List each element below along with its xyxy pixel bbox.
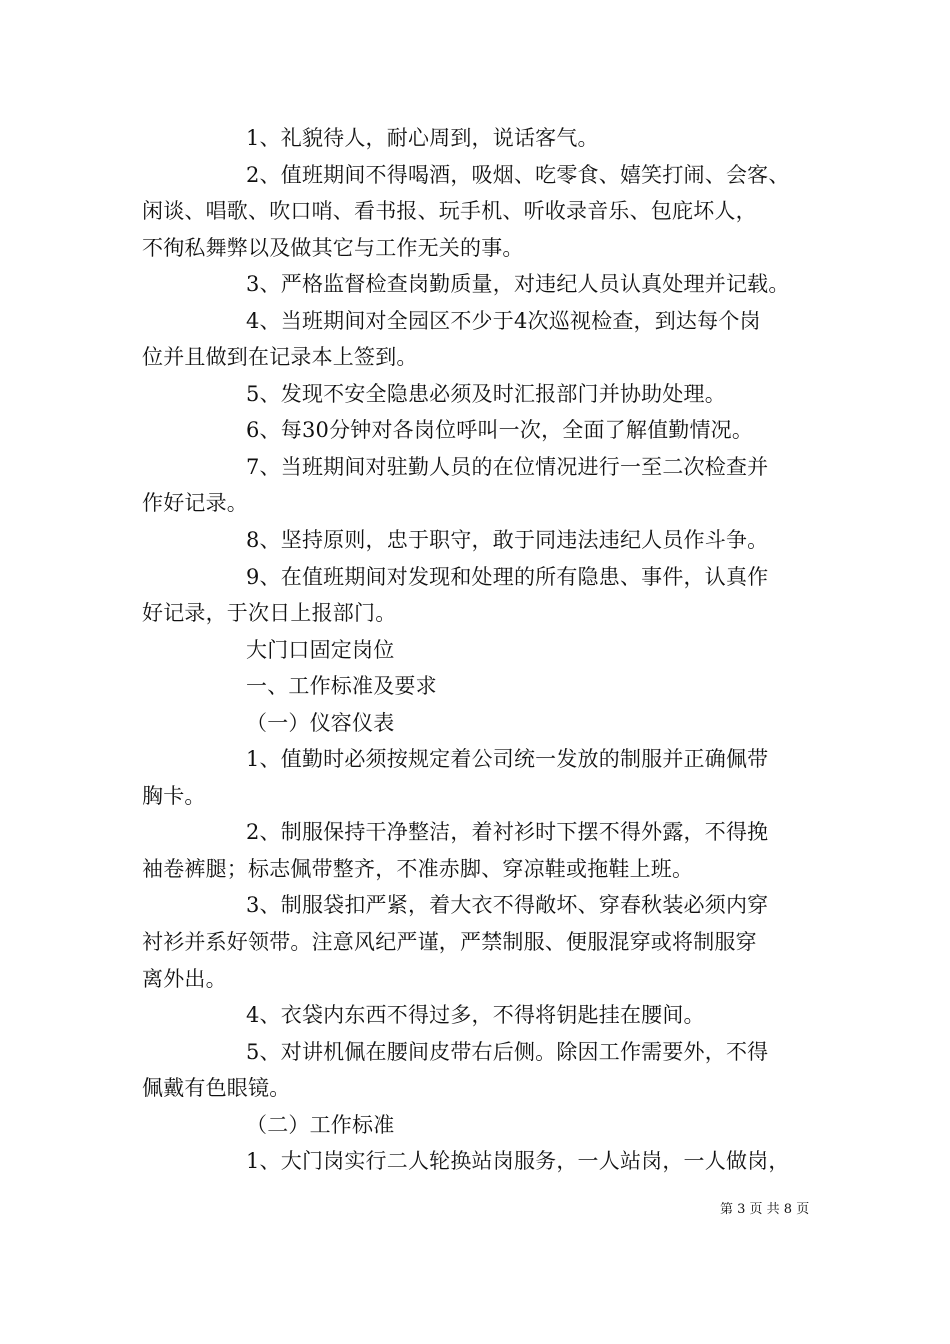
paragraph-line: 位并且做到在记录本上签到。 xyxy=(142,345,418,370)
paragraph-line: 作好记录。 xyxy=(142,491,248,516)
paragraph-line: 1、值勤时必须按规定着公司统一发放的制服并正确佩带 xyxy=(246,747,769,772)
paragraph-line: 胸卡。 xyxy=(142,783,206,808)
paragraph-line: 9、在值班期间对发现和处理的所有隐患、事件，认真作 xyxy=(246,564,769,589)
paragraph-line: 衬衫并系好领带。注意风纪严谨，严禁制服、便服混穿或将制服穿 xyxy=(142,930,757,955)
paragraph-line: 2、制服保持干净整洁，着衬衫时下摆不得外露，不得挽 xyxy=(246,820,769,845)
paragraph-line: 1、礼貌待人，耐心周到，说话客气。 xyxy=(246,126,599,150)
subsection-heading: （一）仪容仪表 xyxy=(246,710,395,735)
paragraph-line: 不徇私舞弊以及做其它与工作无关的事。 xyxy=(142,235,524,260)
paragraph-line: 5、发现不安全隐患必须及时汇报部门并协助处理。 xyxy=(246,381,726,406)
paragraph-line: 闲谈、唱歌、吹口哨、看书报、玩手机、听收录音乐、包庇坏人， xyxy=(142,199,757,224)
paragraph-line: 6、每30分钟对各岗位呼叫一次，全面了解值勤情况。 xyxy=(246,418,754,443)
paragraph-line: 3、制服袋扣严紧，着大衣不得敞坏、穿春秋装必须内穿 xyxy=(246,893,769,918)
paragraph-line: 袖卷裤腿；标志佩带整齐，不准赤脚、穿凉鞋或拖鞋上班。 xyxy=(142,856,694,881)
paragraph-line: 8、坚持原则，忠于职守，敢于同违法违纪人员作斗争。 xyxy=(246,528,769,553)
section-heading: 一、工作标准及要求 xyxy=(246,674,437,699)
paragraph-line: 4、当班期间对全园区不少于4次巡视检查，到达每个岗 xyxy=(246,308,761,333)
paragraph-line: 5、对讲机佩在腰间皮带右后侧。除因工作需要外，不得 xyxy=(246,1039,769,1064)
paragraph-line: 好记录，于次日上报部门。 xyxy=(142,601,397,626)
paragraph-line: 1、大门岗实行二人轮换站岗服务，一人站岗，一人做岗， xyxy=(246,1149,790,1174)
paragraph-line: 3、严格监督检查岗勤质量，对违纪人员认真处理并记载。 xyxy=(246,272,790,297)
paragraph-line: 离外出。 xyxy=(142,966,227,991)
paragraph-line: 2、值班期间不得喝酒，吸烟、吃零食、嬉笑打闹、会客、 xyxy=(246,162,790,187)
paragraph-line: 佩戴有色眼镜。 xyxy=(142,1076,291,1101)
paragraph-line: 4、衣袋内东西不得过多，不得将钥匙挂在腰间。 xyxy=(246,1003,705,1028)
section-heading: 大门口固定岗位 xyxy=(246,637,395,662)
subsection-heading: （二）工作标准 xyxy=(246,1112,395,1137)
page-number-footer: 第 3 页 共 8 页 xyxy=(720,1202,810,1217)
document-body xyxy=(142,120,832,1180)
paragraph-line: 7、当班期间对驻勤人员的在位情况进行一至二次检查并 xyxy=(246,454,769,479)
